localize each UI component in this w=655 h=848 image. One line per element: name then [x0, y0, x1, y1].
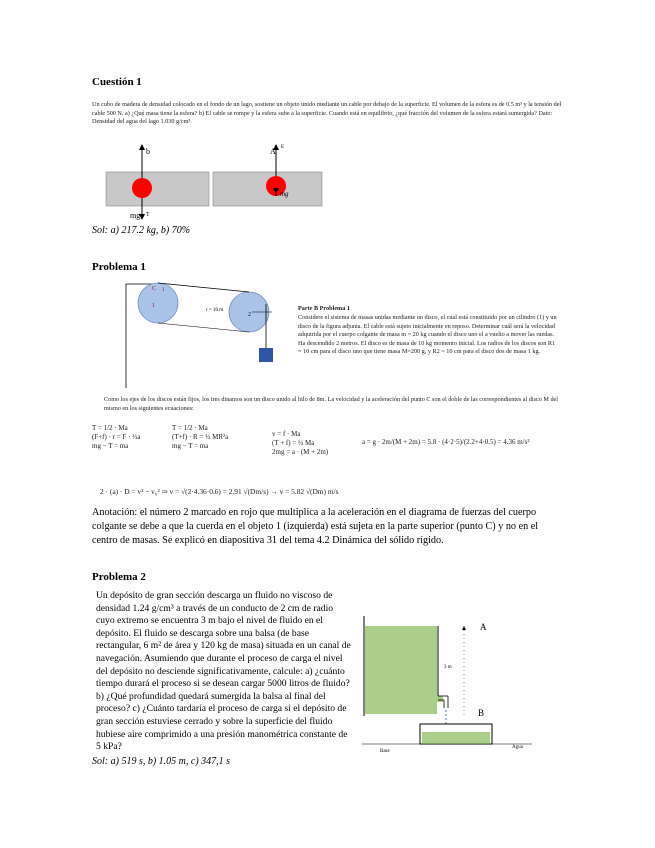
- label-1-top: 1: [162, 288, 165, 293]
- cuestion1-heading: Cuestión 1: [92, 76, 142, 88]
- equation-acceleration: a = g · 2m/(M + 2m) = 5.8 · (4·2·5)/(2.2+4·0.5) = 4.36 m/s²: [362, 438, 530, 446]
- label-c: C: [152, 286, 157, 292]
- label-base-right: Agua: [512, 745, 523, 750]
- problema1-heading: Problema 1: [92, 261, 146, 273]
- label-point-b: B: [478, 708, 485, 718]
- parte-b-heading: Parte B Problema 1: [298, 305, 350, 312]
- disc-1: [138, 283, 178, 323]
- label-t: T: [146, 212, 150, 218]
- problema1-diagram: [124, 282, 294, 390]
- equation-group-2: T = 1/2 · Ma (T+f) · R = ½ MR²a mg − T = ma: [172, 424, 229, 450]
- parte-b-text: Considere el sistema de masas unidas mediante un disco, el cual está constituido por un cilindro (1) y un disco de la figura adjunta. El cable está sujeto inicialmente en reposo. Determinar cuál será la velocidad adquirida por el cuerpo colgante de masa m = 20 kg cuando el disco uno el a vuelto a mover las ruedas. Ha descendido 2 metros. El disco es de masa de 10 kg momento inicial. Los radios de los discos son R1 = 10 cm para el disco uno que tiene masa M=200 g, y R2 = 10 cm para el disco dos de masa 1 kg.: [298, 314, 557, 356]
- water-block-left: [106, 172, 209, 206]
- equation-group-3: v = f · Ma (T + f) = ½ Ma 2mg = a · (M + 2m): [272, 430, 329, 456]
- problema2-diagram: [362, 612, 532, 752]
- label-mg2: mg: [280, 190, 289, 198]
- label-base-left: Base: [380, 749, 390, 752]
- label-a: A: [270, 147, 276, 156]
- sphere-left: [132, 178, 152, 198]
- hanging-mass: [259, 348, 273, 362]
- problema2-statement: Un depósito de gran sección descarga un fluido no viscoso de densidad 1.24 g/cm³ a través de un conducto de 2 cm de radio cuyo extremo se encuentra 3 m bajo el nivel de fluido en el depósito. El fluido se descarga sobre una balsa (de base rectangular, 6 m² de área y 120 kg de masa) situada en un canal de navegación. Asumiendo que durante el proceso de carga el nivel del depósito no desciende significativamente, calcule: a) ¿cuánto tiempo durará el proceso si se desean cargar 5000 litros de fluido? b) ¿Qué profundidad quedará sumergida la balsa al final del proceso? c) ¿Cuánto tardaría el proceso de carga si el depósito de gran sección estuviese cerrado y sobre la superficie del fluido hubiese aire comprimido a una presión manométrica constante de 5 kPa?: [96, 590, 351, 753]
- cuestion1-solution: Sol: a) 217.2 kg, b) 70%: [92, 225, 191, 236]
- label-e: E: [281, 145, 285, 150]
- label-mg: mg: [130, 211, 141, 220]
- equation-velocity: 2 · (a) · D = v² − v₀² ⇒ v = √(2·4.36·0.6) = 2.91 √(Dm/s) → v = 5.82 √(Dm) m/s: [100, 487, 339, 496]
- problema1-body: Como los ejes de los discos están fijos, los tres dinamos son un disco unido al hilo de 8m. La velocidad y la aceleración del punto C son el doble de las correspondientes al disco M del mismo en los siguientes ecuaciones:: [104, 396, 559, 412]
- label-height: 3 m: [444, 665, 452, 670]
- tank-fluid: [365, 626, 437, 714]
- label-disc2: 2: [248, 312, 251, 318]
- label-b: b: [146, 147, 150, 156]
- problema2-heading: Problema 2: [92, 571, 146, 583]
- cuestion1-statement: Un cubo de madera de densidad colocado en el fondo de un lago, sostiene un objeto unido mediante un cable por debajo de la superficie. El volumen de la esfera es de 0.5 m³ y la tensión del cable 500 N. a) ¿Qué masa tiene la esfera? b) El cable se rompe y la esfera sube a la superficie. Cuando está en equilibrio, ¿qué fracción del volumen de la esfera estará sumergida? Dato: Densidad del agua del lago 1.030 g/cm³.: [92, 101, 562, 126]
- annotation-text: Anotación: el número 2 marcado en rojo que multiplica a la aceleración en el diagrama de fuerzas del cuerpo colgante se debe a que la cuerda en el objeto 1 (izquierda) está sujeta en la parte superior (punto C) y no en el centro de masas. Se explicó en diapositiva 31 del tema 4.2 Dinámica del sólido rígido.: [92, 507, 539, 546]
- label-point-a: A: [480, 622, 487, 632]
- cuestion1-diagram: [100, 138, 325, 228]
- label-disc1: 1: [152, 303, 155, 309]
- label-r: r = 10 m: [206, 308, 224, 313]
- equation-group-1: T = 1/2 · Ma (F+f) · r = F · ½a mg − T = ma: [92, 424, 141, 450]
- problema2-solution: Sol: a) 519 s, b) 1.05 m, c) 347,1 s: [92, 756, 231, 767]
